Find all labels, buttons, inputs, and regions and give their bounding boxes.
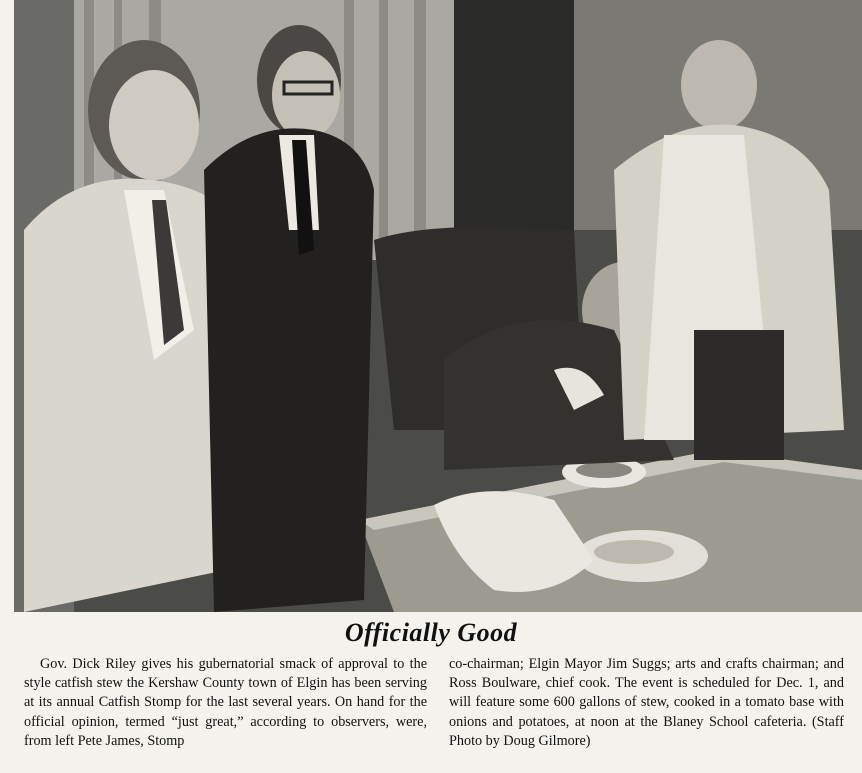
- news-photo: [14, 0, 862, 612]
- photo-illustration: [14, 0, 862, 612]
- caption-column-2: co-chairman; Elgin Mayor Jim Suggs; arts and crafts chairman; and Ross Boulware, chief cook. The event is scheduled for Dec. 1, and will feature some 600 gallons of stew, cooked in a tomato base with onions and potatoes, at noon at the Blaney School cafeteria. (Staff Photo by Doug Gilmore): [449, 656, 844, 749]
- caption-column-1: Gov. Dick Riley gives his gubernatorial smack of approval to the style catfish stew the Kershaw County town of Elgin has been serving at its annual Catfish Stomp for the last several years. On hand for the official opinion, termed “just great,” according to observers, were, from left Pete James, Stomp: [24, 656, 427, 749]
- edge-fragment: [856, 12, 862, 42]
- headline: Officially Good: [344, 618, 518, 647]
